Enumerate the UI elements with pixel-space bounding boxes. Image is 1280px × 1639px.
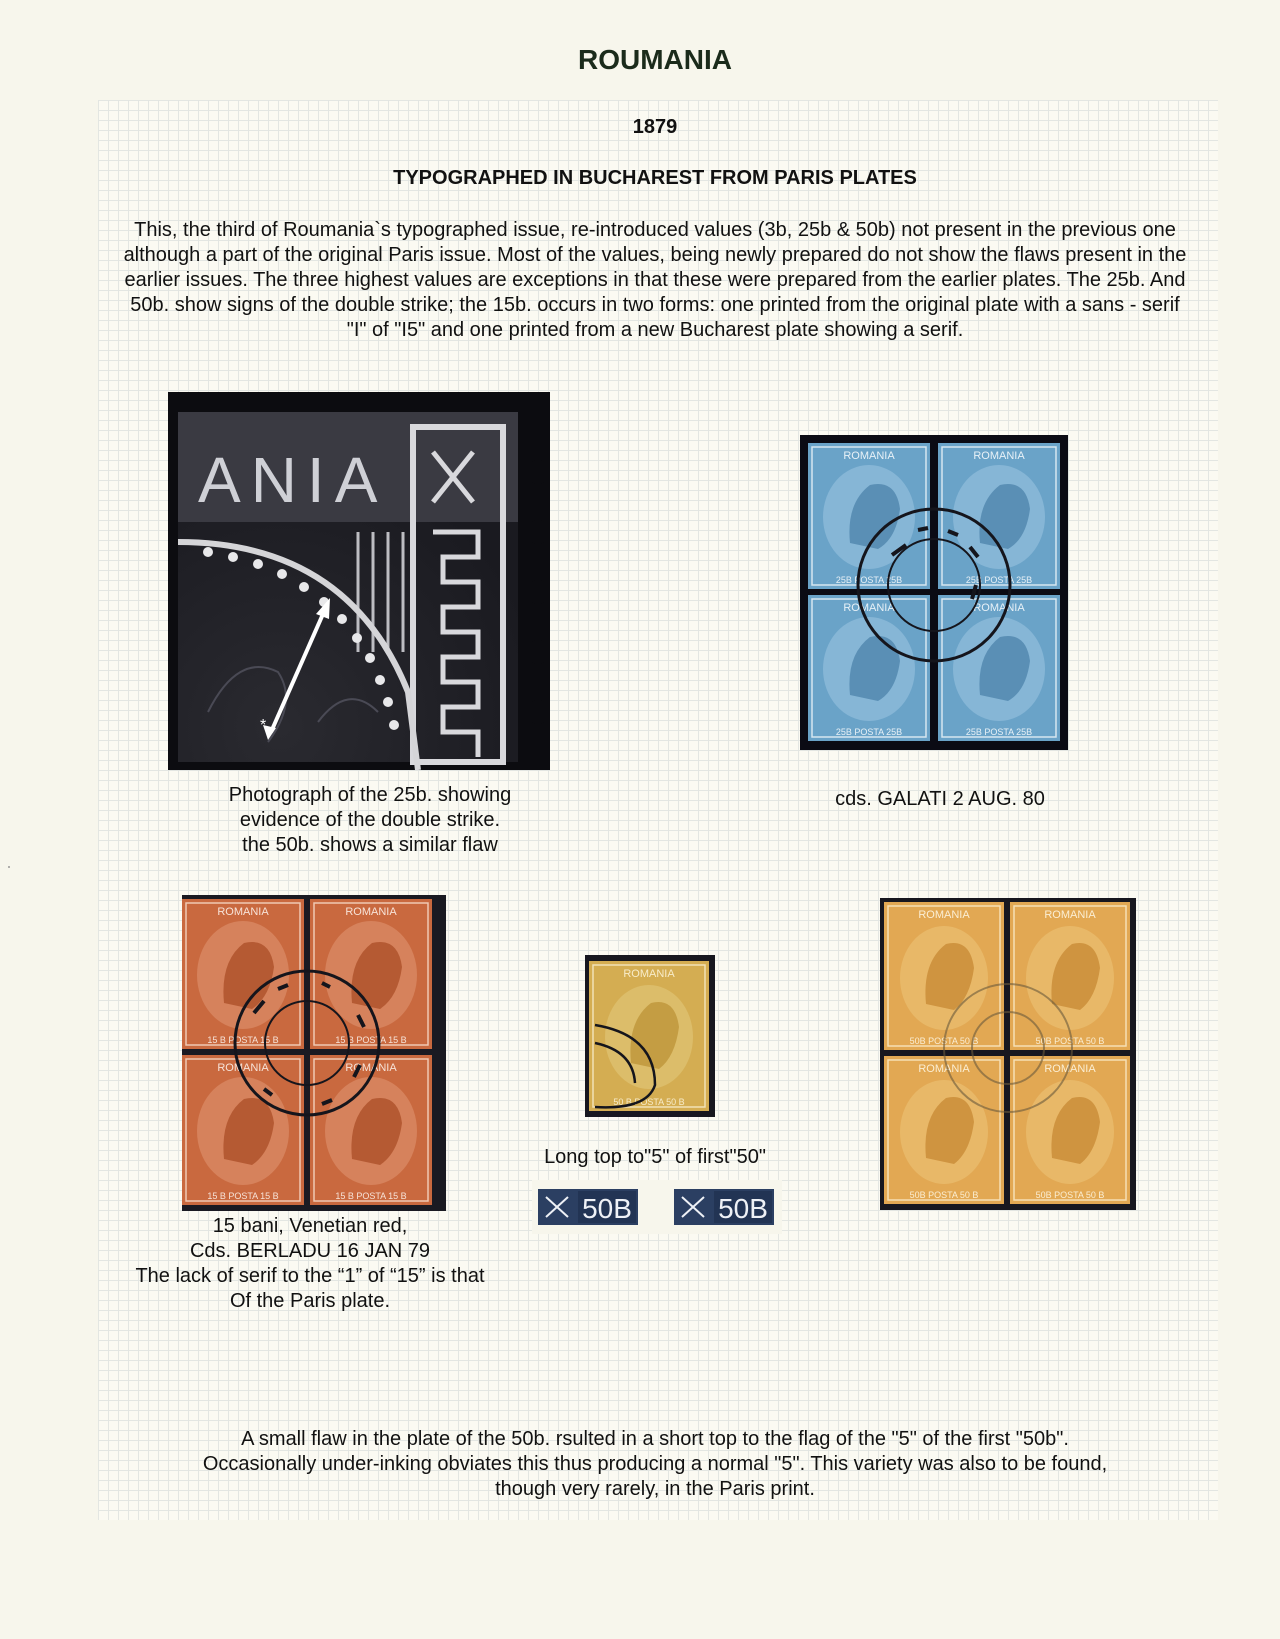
red-caption-line: Of the Paris plate.: [229, 1290, 391, 1312]
svg-text:ROMANIA: ROMANIA: [623, 968, 675, 980]
svg-text:50 B POSTA 50 B: 50 B POSTA 50 B: [613, 1097, 685, 1107]
svg-text:15 B POSTA 15 B: 15 B POSTA 15 B: [335, 1035, 407, 1045]
stamp-block-25b-blue: [800, 435, 1068, 750]
svg-text:ROMANIA: ROMANIA: [918, 909, 970, 921]
stamp-block-15b-red: [182, 895, 446, 1211]
variety-left-label: 50B: [582, 1193, 632, 1224]
page-subtitle: TYPOGRAPHED IN BUCHAREST FROM PARIS PLATES: [393, 167, 917, 189]
svg-text:25B POSTA 25B: 25B POSTA 25B: [965, 575, 1033, 585]
svg-text:25B POSTA 25B: 25B POSTA 25B: [835, 575, 903, 585]
variety-right-label: 50B: [718, 1193, 768, 1224]
enlarged-photo-25b: [168, 392, 550, 770]
footer-line: A small flaw in the plate of the 50b. rsulted in a short top to the flag of the "5" of the first "50b".: [241, 1428, 1069, 1450]
photo-caption-line: evidence of the double strike.: [239, 809, 501, 831]
svg-text:ROMANIA: ROMANIA: [973, 602, 1025, 614]
svg-text:15 B POSTA 15 B: 15 B POSTA 15 B: [207, 1191, 279, 1201]
photo-caption-line: the 50b. shows a similar flaw: [242, 834, 498, 856]
page-title: ROUMANIA: [578, 44, 732, 75]
svg-text:*: *: [260, 717, 267, 734]
photo-caption: [180, 783, 560, 858]
red-caption-line: Cds. BERLADU 16 JAN 79: [189, 1240, 431, 1262]
svg-text:ROMANIA: ROMANIA: [918, 1063, 970, 1075]
svg-text:50B POSTA 50 B: 50B POSTA 50 B: [909, 1190, 979, 1200]
footer-paragraph: [120, 1427, 1190, 1502]
svg-text:ROMANIA: ROMANIA: [217, 1062, 269, 1074]
issue-year: 1879: [632, 116, 678, 138]
svg-text:ROMANIA: ROMANIA: [1044, 1063, 1096, 1075]
stamp-block-50b-orange: [880, 898, 1136, 1210]
svg-text:ROMANIA: ROMANIA: [843, 450, 895, 462]
single-stamp-caption: Long top to"5" of first"50": [544, 1146, 766, 1168]
red-caption-line: The lack of serif to the “1” of “15” is that: [135, 1265, 485, 1287]
margin-speck: [8, 866, 10, 868]
svg-text:50B POSTA 50 B: 50B POSTA 50 B: [1035, 1036, 1105, 1046]
svg-text:ROMANIA: ROMANIA: [345, 1062, 397, 1074]
red-caption-line: 15 bani, Venetian red,: [212, 1215, 408, 1237]
svg-text:ROMANIA: ROMANIA: [1044, 909, 1096, 921]
svg-text:ROMANIA: ROMANIA: [217, 906, 269, 918]
red-block-caption: [110, 1214, 510, 1314]
svg-text:25B POSTA 25B: 25B POSTA 25B: [965, 727, 1033, 737]
svg-text:ROMANIA: ROMANIA: [345, 906, 397, 918]
blue-block-caption: cds. GALATI 2 AUG. 80: [835, 788, 1045, 810]
footer-line: though very rarely, in the Paris print.: [495, 1478, 815, 1500]
svg-text:25B POSTA 25B: 25B POSTA 25B: [835, 727, 903, 737]
svg-text:50B POSTA 50 B: 50B POSTA 50 B: [909, 1036, 979, 1046]
svg-text:15 B POSTA 15 B: 15 B POSTA 15 B: [207, 1035, 279, 1045]
svg-text:15 B POSTA 15 B: 15 B POSTA 15 B: [335, 1191, 407, 1201]
svg-text:50B POSTA 50 B: 50B POSTA 50 B: [1035, 1190, 1105, 1200]
svg-text:ROMANIA: ROMANIA: [973, 450, 1025, 462]
single-stamp-50b: [585, 955, 715, 1117]
intro-paragraph: This, the third of Roumania`s typographed issue, re-introduced values (3b, 25b & 50b) not present in the previous one although a part of the original Paris issue. Most of the values, being newly prepared do not show the flaws present in the earlier issues. The three highest values are exceptions in that these were prepared from the earlier plates. The 25b. And 50b. show signs of the double strike; the 15b. occurs in two forms: one printed from the original plate with a sans - serif "I" of "I5" and one printed from a new Bucharest plate showing a serif.: [123, 219, 1187, 341]
photo-stamp-lettering: ANIA: [198, 444, 388, 516]
footer-line: Occasionally under-inking obviates this thus producing a normal "5". This variety was also to be found,: [202, 1453, 1108, 1475]
variety-comparison: [532, 1180, 782, 1234]
photo-caption-line: Photograph of the 25b. showing: [228, 784, 512, 806]
svg-text:ROMANIA: ROMANIA: [843, 602, 895, 614]
